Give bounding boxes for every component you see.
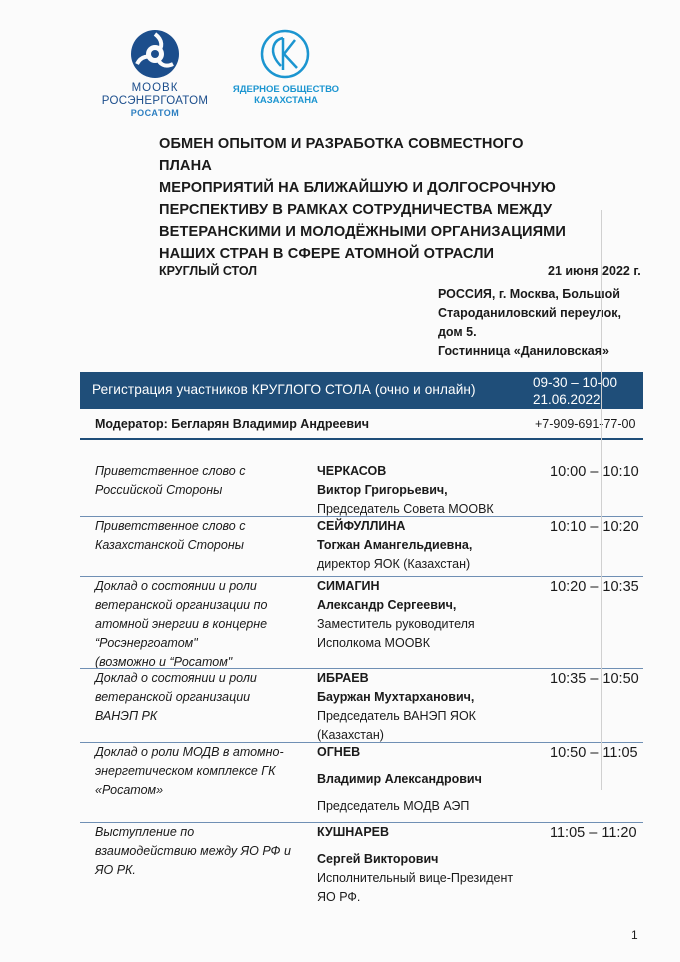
program-topic-line: энергетическом комплексе ГК bbox=[95, 764, 276, 778]
speaker-name: Владимир Александрович bbox=[317, 772, 482, 786]
speaker-surname: КУШНАРЕВ bbox=[317, 825, 390, 839]
program-topic-line: “Росэнергоатом" bbox=[95, 636, 198, 650]
program-topic-line: ветеранской организации по bbox=[95, 598, 268, 612]
speaker-role-line: Председатель ВАНЭП ЯОК bbox=[317, 709, 476, 723]
title-line: МЕРОПРИЯТИЙ НА БЛИЖАЙШУЮ И ДОЛГОСРОЧНУЮ bbox=[159, 180, 556, 196]
speaker-role-line: Председатель Совета МООВК bbox=[317, 502, 494, 516]
program-speaker bbox=[317, 743, 547, 816]
nuclear-society-emblem-icon bbox=[259, 28, 311, 80]
speaker-role-line: Исполнительный вице-Президент bbox=[317, 871, 514, 885]
program-time: 10:10 – 10:20 bbox=[550, 519, 639, 535]
program-topic bbox=[95, 577, 295, 672]
program-topic bbox=[95, 823, 295, 880]
program-topic bbox=[95, 462, 295, 500]
moovk-logo bbox=[100, 28, 210, 120]
event-type: КРУГЛЫЙ СТОЛ bbox=[159, 264, 258, 278]
page-number: 1 bbox=[631, 928, 638, 942]
title-line: ПЕРСПЕКТИВУ В РАМКАХ СОТРУДНИЧЕСТВА МЕЖДУ bbox=[159, 202, 553, 218]
program-topic-line: (возможно и “Росатом" bbox=[95, 655, 233, 669]
event-date: 21 июня 2022 г. bbox=[548, 264, 641, 278]
logo-left-line3: РОСАТОМ bbox=[130, 108, 180, 119]
moderator-label: Модератор: Бегларян Владимир Андреевич bbox=[95, 417, 369, 431]
speaker-role-line: ЯО РФ. bbox=[317, 890, 361, 904]
title-line: НАШИХ СТРАН В СФЕРЕ АТОМНОЙ ОТРАСЛИ bbox=[159, 246, 495, 262]
program-time: 10:35 – 10:50 bbox=[550, 671, 639, 687]
program-row bbox=[80, 668, 643, 743]
program-topic bbox=[95, 743, 295, 800]
program-topic-line: Доклад о роли МОДВ в атомно- bbox=[95, 745, 284, 759]
speaker-name: Тогжан Амангельдиевна, bbox=[317, 538, 473, 552]
program-topic-line: Приветственное слово с bbox=[95, 464, 246, 478]
program-row bbox=[80, 576, 643, 669]
program-topic bbox=[95, 669, 295, 726]
address-line: дом 5. bbox=[438, 325, 477, 339]
program-topic-line: взаимодействию между ЯО РФ и bbox=[95, 844, 291, 858]
program-row bbox=[80, 742, 643, 823]
address-line: Староданиловский переулок, bbox=[438, 306, 622, 320]
speaker-role-line: (Казахстан) bbox=[317, 728, 384, 742]
moderator-phone: +7-909-691-77-00 bbox=[535, 417, 636, 431]
program-topic-line: ветеранской организации bbox=[95, 690, 251, 704]
program-speaker bbox=[317, 669, 547, 745]
rosatom-emblem-icon bbox=[129, 28, 181, 80]
program-topic-line: Выступление по bbox=[95, 825, 195, 839]
program-topic-line: атомной энергии в концерне bbox=[95, 617, 268, 631]
speaker-role-line: директор ЯОК (Казахстан) bbox=[317, 557, 471, 571]
program-time: 10:20 – 10:35 bbox=[550, 579, 639, 595]
logo-left-line1: МООВК bbox=[131, 82, 179, 94]
program-topic-line: Казахстанской Стороны bbox=[95, 538, 244, 552]
program-speaker bbox=[317, 517, 547, 574]
registration-time bbox=[533, 374, 617, 408]
speaker-surname: ОГНЕВ bbox=[317, 745, 361, 759]
program-time: 10:00 – 10:10 bbox=[550, 464, 639, 480]
speaker-name: Сергей Викторович bbox=[317, 852, 439, 866]
title-line: ОБМЕН ОПЫТОМ И РАЗРАБОТКА СОВМЕСТНОГО ПЛАНА bbox=[159, 136, 524, 174]
program-row bbox=[80, 462, 643, 516]
speaker-role-line: Заместитель руководителя bbox=[317, 617, 475, 631]
speaker-name: Виктор Григорьевич, bbox=[317, 483, 448, 497]
scan-fold-line bbox=[601, 210, 602, 790]
speaker-surname: ИБРАЕВ bbox=[317, 671, 369, 685]
program-topic-line: ЯО РК. bbox=[95, 863, 136, 877]
program-speaker bbox=[317, 823, 547, 907]
speaker-surname: СИМАГИН bbox=[317, 579, 380, 593]
program-speaker bbox=[317, 577, 547, 653]
logo-right-line1: ЯДЕРНОЕ ОБЩЕСТВО bbox=[232, 84, 340, 95]
registration-label: Регистрация участников КРУГЛОГО СТОЛА (очно и онлайн) bbox=[92, 382, 476, 397]
program-time: 11:05 – 11:20 bbox=[550, 825, 637, 841]
program-topic-line: «Росатом» bbox=[95, 783, 164, 797]
registration-banner bbox=[80, 372, 643, 409]
program-row bbox=[80, 822, 643, 913]
event-address bbox=[438, 285, 638, 361]
program-topic bbox=[95, 517, 295, 555]
address-line: Гостинница «Даниловская» bbox=[438, 344, 609, 358]
registration-date: 21.06.2022 bbox=[533, 392, 601, 407]
speaker-surname: СЕЙФУЛЛИНА bbox=[317, 519, 406, 533]
speaker-role-line: Исполкома МООВК bbox=[317, 636, 431, 650]
title-line: ВЕТЕРАНСКИМИ И МОЛОДЁЖНЫМИ ОРГАНИЗАЦИЯМИ bbox=[159, 224, 567, 240]
document-title bbox=[159, 133, 579, 265]
speaker-role-line: Председатель МОДВ АЭП bbox=[317, 799, 470, 813]
moderator-row bbox=[80, 410, 643, 440]
logo-left-line2: РОСЭНЕРГОАТОМ bbox=[101, 95, 209, 108]
program-speaker bbox=[317, 462, 547, 519]
address-line: РОССИЯ, г. Москва, Большой bbox=[438, 287, 620, 301]
speaker-name: Бауржан Мухтарханович, bbox=[317, 690, 475, 704]
registration-time-range: 09-30 – 10-00 bbox=[533, 375, 618, 390]
program-topic-line: Приветственное слово с bbox=[95, 519, 246, 533]
program-time: 10:50 – 11:05 bbox=[550, 745, 638, 761]
program-row bbox=[80, 516, 643, 577]
program-topic-line: Российской Стороны bbox=[95, 483, 223, 497]
yok-logo bbox=[226, 28, 346, 108]
logo-right-line2: КАЗАХСТАНА bbox=[254, 94, 318, 106]
program-topic-line: ВАНЭП РК bbox=[95, 709, 158, 723]
program-topic-line: Доклад о состоянии и роли bbox=[95, 671, 257, 685]
program-topic-line: Доклад о состоянии и роли bbox=[95, 579, 257, 593]
speaker-name: Александр Сергеевич, bbox=[317, 598, 457, 612]
speaker-surname: ЧЕРКАСОВ bbox=[317, 464, 387, 478]
